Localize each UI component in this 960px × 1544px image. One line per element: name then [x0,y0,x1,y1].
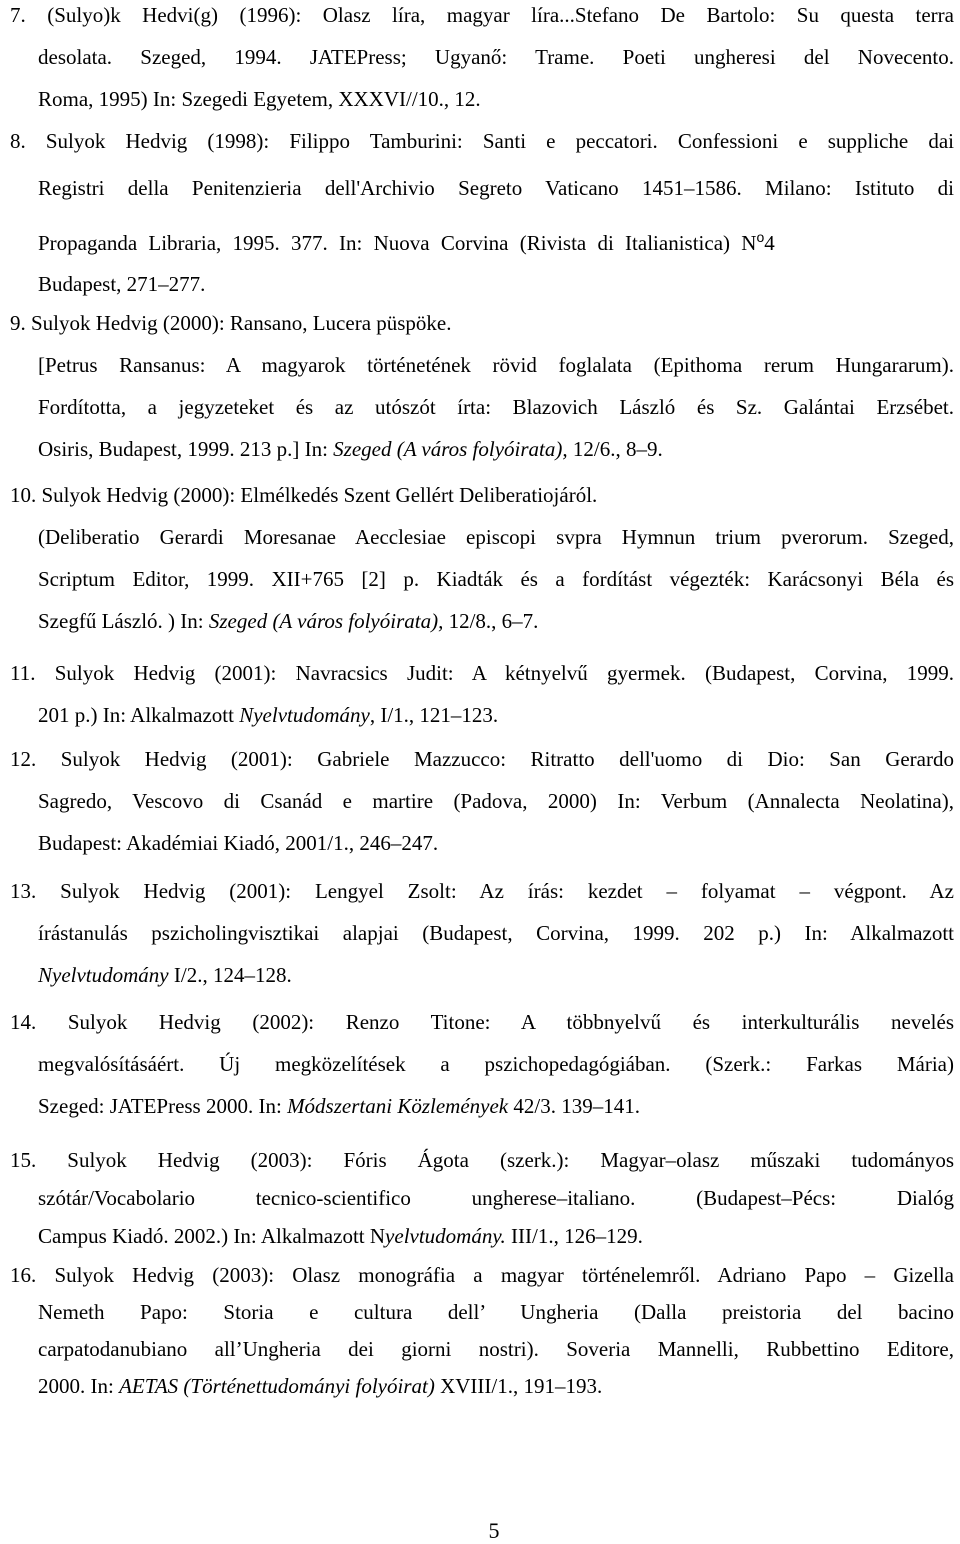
entry-line: 15. Sulyok Hedvig (2003): Fóris Ágota (szerk.): Magyar–olasz műszaki tudományos [10,1148,954,1172]
issue-number: 4 [764,231,775,255]
journal-title: Nyelvtudomány [239,703,370,727]
citation-details: I/2., 124–128. [168,963,292,987]
entry-line: Budapest: Akadémiai Kiadó, 2001/1., 246–247. [38,831,439,855]
journal-title: Szeged (A város folyóirata), [333,437,568,461]
entry-line: carpatodanubiano all’Ungheria dei giorni nostri). Soveria Mannelli, Rubbettino Editore, [38,1337,954,1361]
entry-line: 11. Sulyok Hedvig (2001): Navracsics Judit: A kétnyelvű gyermek. (Budapest, Corvina, 1999. [10,661,954,685]
entry-line: 7. (Sulyo)k Hedvi(g) (1996): Olasz líra, magyar líra...Stefano De Bartolo: Su questa terra [10,3,954,27]
entry-line: 16. Sulyok Hedvig (2003): Olasz monográfia a magyar történelemről. Adriano Papo – Gizella [10,1263,954,1287]
entry-line: 9. Sulyok Hedvig (2000): Ransano, Lucera püspöke. [10,311,452,335]
number-sign-superscript: o [756,229,765,245]
entry-line: Nemeth Papo: Storia e cultura dell’ Ungheria (Dalla preistoria del bacino [38,1300,954,1324]
bibliography-entry-7 [10,0,954,120]
entry-line: Osiris, Budapest, 1999. 213 p.] In: [38,437,334,461]
entry-line: 8. Sulyok Hedvig (1998): Filippo Tamburini: Santi e peccatori. Confessioni e suppliche dai [10,129,954,153]
citation-details: XVIII/1., 191–193. [434,1374,603,1398]
citation-details: III/1., 126–129. [505,1224,643,1248]
page-number: 5 [488,1518,500,1543]
citation-details: 12/6., 8–9. [567,437,663,461]
bibliography-entry-11 [10,652,954,736]
bibliography-entry-8 [10,120,954,305]
journal-title: Szeged (A város folyóirata), [208,609,444,633]
entry-line: Propaganda Libraria, 1995. 377. In: Nuova Corvina (Rivista di Italianistica) N [38,231,757,255]
entry-line: 2000. In: [38,1374,120,1398]
entry-line: 10. Sulyok Hedvig (2000): Elmélkedés Szent Gellért Deliberatiojáról. [10,483,598,507]
entry-line: Szegfű László. ) In: [38,609,209,633]
bibliography-entry-9 [10,302,954,470]
entry-line: Sagredo, Vescovo di Csanád e martire (Padova, 2000) In: Verbum (Annalecta Neolatina), [38,789,954,813]
entry-line: Scriptum Editor, 1999. XII+765 [2] p. Kiadták és a fordítást végezték: Karácsonyi Béla és [38,567,954,591]
entry-line: Fordította, a jegyzeteket és az utószót írta: Blazovich László és Sz. Galántai Erzsébet. [38,395,954,419]
entry-line: Budapest, 271–277. [38,272,206,296]
journal-title: Módszertani Közlemények [287,1094,509,1118]
entry-line: 14. Sulyok Hedvig (2002): Renzo Titone: A többnyelvű és interkulturális nevelés [10,1010,954,1034]
entry-line: 13. Sulyok Hedvig (2001): Lengyel Zsolt: Az írás: kezdet – folyamat – végpont. Az [10,879,954,903]
entry-line: [Petrus Ransanus: A magyarok történetének rövid foglalata (Epithoma rerum Hungararum). [38,353,954,377]
bibliography-entry-15 [10,1141,954,1255]
entry-line: 12. Sulyok Hedvig (2001): Gabriele Mazzucco: Ritratto dell'uomo di Dio: San Gerardo [10,747,954,771]
bibliography-entry-10 [10,474,954,642]
entry-line: Szeged: JATEPress 2000. In: [38,1094,288,1118]
bibliography-entry-16 [10,1257,954,1405]
entry-line: megvalósításáért. Új megközelítések a pszichopedagógiában. (Szerk.: Farkas Mária) [38,1052,954,1076]
journal-title: AETAS (Történettudományi folyóirat) [119,1374,435,1398]
citation-details: 12/8., 6–7. [443,609,539,633]
entry-line: Registri della Penitenzieria dell'Archivio Segreto Vaticano 1451–1586. Milano: Istituto di [38,176,954,200]
citation-details: , I/1., 121–123. [369,703,499,727]
journal-title: yelvtudomány. [385,1224,506,1248]
entry-line: Campus Kiadó. 2002.) In: Alkalmazott N [38,1224,386,1248]
entry-line: desolata. Szeged, 1994. JATEPress; Ugyanő: Trame. Poeti ungheresi del Novecento. [38,45,954,69]
entry-line: (Deliberatio Gerardi Moresanae Aecclesiae episcopi svpra Hymnun trium pverorum. Szeged, [38,525,954,549]
entry-line: Roma, 1995) In: Szegedi Egyetem, XXXVI//10., 12. [38,87,481,111]
entry-line: írástanulás pszicholingvisztikai alapjai (Budapest, Corvina, 1999. 202 p.) In: Alkalmazott [38,921,954,945]
citation-details: 42/3. 139–141. [508,1094,640,1118]
bibliography-entry-14 [10,1001,954,1127]
bibliography-entry-12 [10,738,954,864]
bibliography-entry-13 [10,870,954,996]
entry-line: szótár/Vocabolario tecnico-scientifico ungherese–italiano. (Budapest–Pécs: Dialóg [38,1186,954,1210]
entry-line: 201 p.) In: Alkalmazott [38,703,240,727]
journal-title: Nyelvtudomány [38,963,169,987]
